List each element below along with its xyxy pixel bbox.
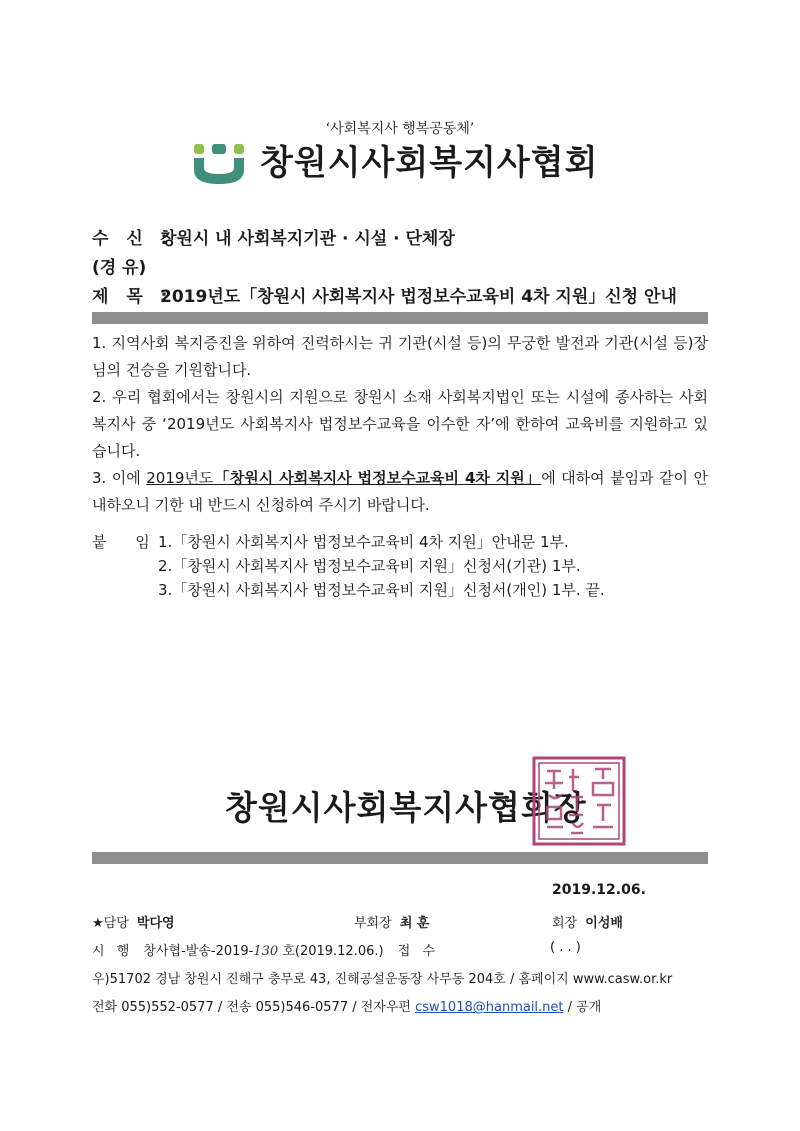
paragraph-2: 2. 우리 협회에서는 창원시의 지원으로 창원시 소재 사회복지법인 또는 시설에 종사하는 사회복지사 중 ‘2019년도 사회복지사 법정보수교육을 이수한 자’에 한하여 교육비를 지원하고 있습니다. bbox=[92, 388, 708, 460]
staff-approval bbox=[92, 912, 175, 931]
attachment-item: 2.「창원시 사회복지사 법정보수교육비 지원」신청서(기관) 1부. bbox=[158, 557, 581, 575]
paragraph-1: 1. 지역사회 복지증진을 위하여 진력하시는 귀 기관(시설 등)의 무궁한 발전과 기관(시설 등)장님의 건승을 기원합니다. bbox=[92, 334, 708, 379]
document-date: 2019.12.06. bbox=[552, 882, 646, 898]
attachments bbox=[92, 530, 605, 602]
receive-value: ( . . ) bbox=[550, 940, 581, 955]
president-approval bbox=[552, 912, 623, 931]
subject-value: 2019년도「창원시 사회복지사 법정보수교육비 4차 지원」신청 안내 bbox=[160, 287, 677, 307]
paragraph-3-prefix: 3. 이에 bbox=[92, 469, 147, 487]
attachments-label: 붙 임 bbox=[92, 533, 162, 551]
paragraph-3-year: 2019년도 bbox=[146, 469, 214, 487]
issue-label: 시 행 bbox=[92, 944, 134, 959]
bottom-divider bbox=[92, 852, 708, 864]
attachment-item: 3.「창원시 사회복지사 법정보수교육비 지원」신청서(개인) 1부. 끝. bbox=[158, 581, 605, 599]
subject-line bbox=[92, 282, 677, 307]
via-line bbox=[92, 253, 146, 278]
signer-title: 창원시사회복지사협회장 bbox=[225, 788, 587, 827]
email-link[interactable]: csw1018@hanmail.net bbox=[415, 1000, 564, 1015]
president-label: 회장 bbox=[552, 916, 578, 931]
address-line: 우)51702 경남 창원시 진해구 충무로 43, 진해공설운동장 사무동 204호 / 홈페이지 www.casw.or.kr bbox=[92, 972, 673, 987]
receive-label: 접 수 bbox=[397, 944, 439, 959]
paragraph-3 bbox=[92, 465, 708, 519]
slogan: ‘사회복지사 행복공동체’ bbox=[325, 121, 475, 137]
paragraph-3-suffix: 에 대하여 붙임과 같이 안내하오니 기한 내 반드시 신청하여 주시기 바랍니다. bbox=[92, 469, 708, 514]
phone-fax: 전화 055)552-0577 / 전송 055)546-0577 / 전자우편 bbox=[92, 1000, 411, 1015]
staff-name: 박다영 bbox=[136, 916, 175, 931]
recipient-line bbox=[92, 224, 455, 249]
organization-name: 창원시사회복지사협회 bbox=[260, 143, 599, 183]
recipient-value: 창원시 내 사회복지기관 · 시설 · 단체장 bbox=[160, 229, 455, 249]
recipient-label: 수 신 : bbox=[92, 229, 174, 249]
association-logo-icon bbox=[190, 142, 248, 186]
document-body bbox=[92, 330, 708, 519]
official-seal-icon bbox=[531, 755, 627, 847]
vice-approval bbox=[354, 912, 429, 931]
issue-number: 130 bbox=[253, 944, 279, 959]
letterhead bbox=[190, 142, 610, 190]
public-label: / 공개 bbox=[567, 1000, 602, 1015]
vice-name: 최 훈 bbox=[399, 916, 430, 931]
issue-suffix: 호(2019.12.06.) bbox=[282, 944, 384, 959]
issue-prefix: 창사협-발송-2019- bbox=[143, 944, 254, 959]
subject-label: 제 목 : bbox=[92, 287, 174, 307]
contact-line bbox=[92, 996, 601, 1015]
issue-line bbox=[92, 940, 439, 959]
staff-label: ★담당 bbox=[92, 916, 129, 931]
president-name: 이성배 bbox=[585, 916, 623, 931]
attachment-item: 1.「창원시 사회복지사 법정보수교육비 4차 지원」안내문 1부. bbox=[158, 533, 569, 551]
top-divider bbox=[92, 312, 708, 324]
paragraph-3-highlight: 「창원시 사회복지사 법정보수교육비 4차 지원」 bbox=[213, 469, 542, 487]
vice-label: 부회장 bbox=[354, 916, 392, 931]
via-label: (경 유) bbox=[92, 258, 147, 278]
